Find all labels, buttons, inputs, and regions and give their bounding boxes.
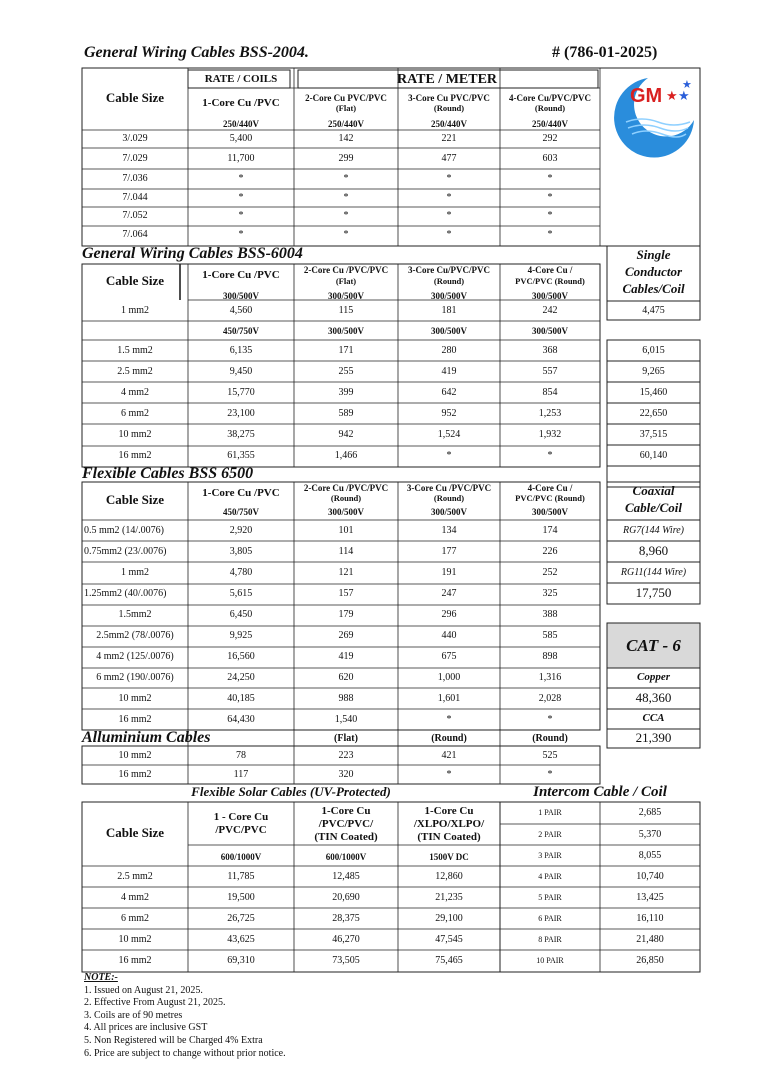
price-cell: * bbox=[343, 210, 349, 221]
voltage-label: 250/440V bbox=[532, 118, 568, 129]
cat6-price: 48,360 bbox=[635, 690, 672, 706]
price-cell: 15,770 bbox=[227, 387, 255, 398]
cat6-title: CAT - 6 bbox=[626, 635, 681, 655]
section-title-flexible-cables: Flexible Cables BSS 6500 bbox=[82, 465, 254, 482]
voltage-label: 450/750V bbox=[223, 506, 259, 517]
price-cell: 2,920 bbox=[229, 525, 253, 536]
intercom-price: 8,055 bbox=[638, 849, 662, 861]
col-header: 3-Core Cu/PVC/PVC bbox=[407, 264, 491, 275]
price-cell: 223 bbox=[338, 750, 354, 761]
cable-size-cell: 16 mm2 bbox=[118, 714, 152, 725]
intercom-price: 26,850 bbox=[636, 955, 664, 966]
price-cell: 585 bbox=[542, 630, 558, 641]
col-header: (Round) bbox=[431, 733, 467, 744]
price-cell: 557 bbox=[542, 366, 558, 377]
cable-size-cell: 4 mm2 bbox=[120, 387, 150, 398]
col-header: 1-Core Cu /PVC bbox=[202, 97, 280, 110]
note-item: 2. Effective From August 21, 2025. bbox=[84, 997, 226, 1009]
price-cell: 299 bbox=[338, 153, 354, 164]
cable-size-cell: 16 mm2 bbox=[118, 769, 152, 780]
price-cell: 280 bbox=[441, 345, 457, 356]
svg-text:★: ★ bbox=[682, 79, 692, 91]
cable-size-cell: 10 mm2 bbox=[118, 429, 152, 440]
price-cell: 19,500 bbox=[227, 892, 255, 903]
price-cell: 269 bbox=[338, 630, 354, 641]
price-cell: 1,932 bbox=[538, 429, 562, 440]
price-cell: * bbox=[547, 173, 553, 184]
section-title-alluminium-cables: Alluminium Cables bbox=[82, 729, 211, 746]
price-cell: 142 bbox=[338, 133, 354, 144]
price-cell: 78 bbox=[236, 750, 246, 761]
price-cell: 388 bbox=[542, 609, 558, 620]
note-item: 6. Price are subject to change without prior notice. bbox=[84, 1047, 286, 1059]
price-cell: 171 bbox=[338, 345, 354, 356]
price-cell: 181 bbox=[441, 305, 457, 316]
voltage-label: 300/500V bbox=[431, 290, 467, 301]
intercom-pair: 1 PAIR bbox=[538, 808, 562, 818]
price-cell: 3,805 bbox=[229, 546, 253, 557]
price-cell: 642 bbox=[441, 387, 457, 398]
col-header: (Round) bbox=[532, 733, 568, 744]
note-item: 1. Issued on August 21, 2025. bbox=[84, 984, 203, 996]
price-cell: 20,690 bbox=[332, 892, 360, 903]
cable-size-cell: 7/.029 bbox=[122, 153, 148, 164]
notes-section bbox=[84, 972, 286, 1060]
price-cell: 43,625 bbox=[227, 934, 255, 945]
price-cell: 854 bbox=[542, 387, 558, 398]
price-cell: 69,310 bbox=[227, 955, 255, 966]
voltage-label: 300/500V bbox=[532, 506, 568, 517]
price-cell: 898 bbox=[542, 651, 558, 662]
voltage-label: 300/500V bbox=[223, 290, 259, 301]
price-cell: * bbox=[238, 173, 244, 184]
voltage-label: 600/1000V bbox=[325, 851, 367, 862]
voltage-label: 300/500V bbox=[328, 325, 364, 336]
col-subheader: (Round) bbox=[433, 492, 465, 503]
price-cell: * bbox=[238, 210, 244, 221]
price-cell: 9,925 bbox=[229, 630, 253, 641]
document-reference: # (786-01-2025) bbox=[552, 44, 658, 61]
price-cell: 157 bbox=[338, 588, 354, 599]
cable-size-cell: 10 mm2 bbox=[118, 693, 152, 704]
col-header: /PVC/PVC bbox=[215, 824, 267, 837]
note-item: 5. Non Registered will be Charged 4% Extra bbox=[84, 1034, 263, 1046]
price-cell: 242 bbox=[542, 305, 558, 316]
col-header: 1-Core Cu /PVC bbox=[202, 487, 280, 500]
cable-size-cell: 1.25mm2 (40/.0076) bbox=[84, 588, 167, 599]
price-cell: 292 bbox=[542, 133, 558, 144]
price-cell: 419 bbox=[338, 651, 354, 662]
col-header: 1-Core Cu bbox=[321, 805, 371, 818]
price-cell: 589 bbox=[338, 408, 354, 419]
price-cell: 4,560 bbox=[229, 305, 253, 316]
col-header: /PVC/PVC/ bbox=[318, 818, 374, 831]
price-cell: 942 bbox=[338, 429, 354, 440]
price-cell: 46,270 bbox=[332, 934, 360, 945]
cable-size-cell: 10 mm2 bbox=[118, 934, 152, 945]
cat6-price: 21,390 bbox=[635, 730, 672, 746]
price-cell: 247 bbox=[441, 588, 457, 599]
intercom-price: 10,740 bbox=[636, 870, 664, 882]
cable-size-cell: 7/.044 bbox=[122, 192, 148, 203]
voltage-label: 600/1000V bbox=[220, 851, 262, 862]
col-header: 1-Core Cu bbox=[424, 805, 474, 818]
price-cell: 75,465 bbox=[435, 955, 463, 966]
price-cell: 117 bbox=[233, 769, 249, 780]
col-header: 4-Core Cu / bbox=[527, 264, 573, 275]
intercom-price: 16,110 bbox=[636, 912, 664, 924]
price-cell: * bbox=[446, 229, 452, 240]
cable-size-header: Cable Size bbox=[105, 492, 165, 508]
price-cell: 296 bbox=[441, 609, 457, 620]
price-cell: 179 bbox=[338, 609, 354, 620]
price-cell: 47,545 bbox=[435, 934, 463, 945]
price-cell: 1,601 bbox=[437, 693, 461, 704]
price-cell: 325 bbox=[542, 588, 558, 599]
coil-price-cell: 6,015 bbox=[642, 345, 665, 356]
price-cell: * bbox=[547, 192, 553, 203]
price-cell: 675 bbox=[441, 651, 457, 662]
single-conductor-title: Cables/Coil bbox=[622, 281, 685, 297]
col-subheader: PVC/PVC (Round) bbox=[515, 492, 585, 503]
price-cell: * bbox=[446, 769, 452, 780]
price-cell: 1,000 bbox=[437, 672, 461, 683]
cable-size-cell: 6 mm2 bbox=[120, 408, 150, 419]
price-cell: 16,560 bbox=[227, 651, 255, 662]
col-subheader: (Flat) bbox=[335, 275, 357, 286]
price-cell: 29,100 bbox=[435, 913, 463, 924]
intercom-pair: 10 PAIR bbox=[536, 956, 564, 966]
price-cell: * bbox=[343, 192, 349, 203]
col-header: /XLPO/XLPO/ bbox=[413, 818, 485, 831]
section-title-solar-cables: Flexible Solar Cables (UV-Protected) bbox=[191, 784, 391, 800]
intercom-pair: 8 PAIR bbox=[538, 934, 562, 944]
price-cell: 64,430 bbox=[227, 714, 255, 725]
price-cell: * bbox=[343, 229, 349, 240]
price-cell: 603 bbox=[542, 153, 558, 164]
price-cell: * bbox=[547, 210, 553, 221]
cable-size-cell: 2.5 mm2 bbox=[117, 871, 153, 882]
voltage-label: 300/500V bbox=[328, 290, 364, 301]
cable-size-header: Cable Size bbox=[105, 825, 165, 841]
price-cell: 952 bbox=[441, 408, 457, 419]
col-header: 2-Core Cu PVC/PVC bbox=[305, 92, 387, 103]
price-cell: 440 bbox=[441, 630, 457, 641]
gm-logo-icon bbox=[608, 70, 702, 162]
coaxial-title: Cable/Coil bbox=[624, 500, 683, 516]
cable-size-cell: 16 mm2 bbox=[118, 955, 152, 966]
cable-size-cell: 1.5 mm2 bbox=[117, 345, 153, 356]
cable-size-cell: 7/.052 bbox=[122, 210, 148, 221]
intercom-pair: 2 PAIR bbox=[538, 829, 562, 839]
cable-size-cell: 2.5 mm2 bbox=[117, 366, 153, 377]
price-cell: 23,100 bbox=[227, 408, 255, 419]
svg-text:★: ★ bbox=[678, 88, 690, 103]
cable-size-cell: 3/.029 bbox=[122, 133, 148, 144]
voltage-label: 300/500V bbox=[532, 290, 568, 301]
col-header: (TIN Coated) bbox=[417, 831, 481, 844]
cable-size-cell: 0.5 mm2 (14/.0076) bbox=[84, 525, 164, 536]
price-cell: * bbox=[446, 210, 452, 221]
cable-size-cell: 2.5mm2 (78/.0076) bbox=[96, 630, 174, 641]
price-cell: * bbox=[547, 714, 553, 725]
price-cell: 252 bbox=[542, 567, 558, 578]
coil-price-cell: 9,265 bbox=[642, 366, 665, 377]
price-cell: 421 bbox=[441, 750, 457, 761]
intercom-price: 21,480 bbox=[636, 933, 664, 945]
coil-price-cell: 4,475 bbox=[642, 305, 665, 316]
price-cell: 40,185 bbox=[227, 693, 255, 704]
col-subheader: (Round) bbox=[330, 492, 362, 503]
cable-size-cell: 16 mm2 bbox=[118, 450, 152, 461]
voltage-label: 250/440V bbox=[431, 118, 467, 129]
price-cell: 5,400 bbox=[229, 133, 253, 144]
price-cell: 320 bbox=[338, 769, 354, 780]
price-cell: * bbox=[446, 714, 452, 725]
cable-size-cell: 10 mm2 bbox=[118, 750, 152, 761]
price-cell: * bbox=[343, 173, 349, 184]
cat6-type: Copper bbox=[637, 671, 670, 684]
price-cell: 399 bbox=[338, 387, 354, 398]
col-subheader: (Round) bbox=[534, 102, 566, 113]
col-subheader: (Round) bbox=[433, 102, 465, 113]
price-cell: 2,028 bbox=[538, 693, 562, 704]
price-cell: 1,524 bbox=[437, 429, 461, 440]
logo-text: GM bbox=[630, 85, 663, 107]
price-cell: 121 bbox=[338, 567, 354, 578]
price-cell: * bbox=[446, 450, 452, 461]
price-cell: 11,700 bbox=[227, 153, 255, 164]
intercom-price: 2,685 bbox=[638, 807, 662, 818]
price-cell: 9,450 bbox=[229, 366, 253, 377]
intercom-title: Intercom Cable / Coil bbox=[533, 784, 667, 800]
coil-price-cell: 37,515 bbox=[639, 429, 668, 440]
price-cell: 115 bbox=[338, 305, 354, 316]
price-cell: 12,485 bbox=[332, 871, 360, 882]
col-header: 1-Core Cu /PVC bbox=[202, 269, 280, 282]
col-subheader: (Round) bbox=[433, 275, 465, 286]
voltage-label: 450/750V bbox=[223, 325, 259, 336]
svg-text:★: ★ bbox=[666, 88, 678, 103]
price-cell: 114 bbox=[338, 546, 354, 557]
cable-size-cell: 0.75mm2 (23/.0076) bbox=[84, 546, 167, 557]
price-cell: 174 bbox=[542, 525, 558, 536]
price-cell: 24,250 bbox=[227, 672, 255, 683]
price-cell: 1,316 bbox=[538, 672, 562, 683]
coaxial-type: RG11(144 Wire) bbox=[620, 567, 687, 578]
cable-size-cell: 6 mm2 (190/.0076) bbox=[96, 672, 174, 683]
voltage-label: 1500V DC bbox=[429, 851, 469, 862]
voltage-label: 250/440V bbox=[223, 118, 259, 129]
intercom-pair: 5 PAIR bbox=[538, 892, 562, 902]
cable-size-cell: 7/.036 bbox=[122, 173, 148, 184]
col-header: 3-Core Cu /PVC/PVC bbox=[406, 482, 492, 493]
price-cell: 6,450 bbox=[229, 609, 253, 620]
cat6-type: CCA bbox=[642, 712, 665, 725]
price-cell: * bbox=[547, 229, 553, 240]
cable-size-header: Cable Size bbox=[105, 90, 165, 106]
cable-size-cell: 1.5mm2 bbox=[118, 609, 152, 620]
price-cell: 61,355 bbox=[227, 450, 255, 461]
intercom-pair: 4 PAIR bbox=[538, 871, 562, 881]
price-cell: * bbox=[547, 769, 553, 780]
intercom-pair: 6 PAIR bbox=[538, 913, 562, 923]
price-cell: 226 bbox=[542, 546, 558, 557]
price-cell: * bbox=[238, 229, 244, 240]
price-cell: * bbox=[238, 192, 244, 203]
col-header: 2-Core Cu /PVC/PVC bbox=[303, 482, 389, 493]
price-cell: 6,135 bbox=[229, 345, 253, 356]
col-header: 1 - Core Cu bbox=[213, 811, 269, 824]
coaxial-type: RG7(144 Wire) bbox=[622, 525, 684, 536]
cable-size-cell: 7/.064 bbox=[122, 229, 148, 240]
single-conductor-title: Single bbox=[636, 247, 671, 263]
price-cell: 620 bbox=[338, 672, 354, 683]
price-cell: * bbox=[446, 173, 452, 184]
price-cell: 12,860 bbox=[435, 871, 463, 882]
col-header: 4-Core Cu / bbox=[527, 482, 573, 493]
voltage-label: 250/440V bbox=[328, 118, 364, 129]
note-item: 3. Coils are of 90 metres bbox=[84, 1009, 183, 1021]
intercom-pair: 3 PAIR bbox=[538, 850, 562, 860]
price-cell: 5,615 bbox=[229, 588, 253, 599]
col-subheader: (Flat) bbox=[335, 102, 357, 113]
voltage-label: 300/500V bbox=[431, 325, 467, 336]
col-subheader: PVC/PVC (Round) bbox=[515, 275, 585, 286]
col-header: 2-Core Cu /PVC/PVC bbox=[303, 264, 389, 275]
price-cell: * bbox=[446, 192, 452, 203]
coaxial-price: 17,750 bbox=[635, 585, 672, 601]
price-cell: 1,253 bbox=[538, 408, 562, 419]
price-cell: 21,235 bbox=[435, 892, 463, 903]
price-cell: 26,725 bbox=[227, 913, 255, 924]
price-cell: 525 bbox=[542, 750, 558, 761]
price-cell: 477 bbox=[441, 153, 457, 164]
coil-price-cell: 15,460 bbox=[639, 387, 668, 398]
coaxial-title: Coaxial bbox=[632, 483, 675, 499]
col-header: 4-Core Cu/PVC/PVC bbox=[508, 92, 592, 103]
price-cell: 38,275 bbox=[227, 429, 255, 440]
price-cell: 177 bbox=[441, 546, 457, 557]
note-item: 4. All prices are inclusive GST bbox=[84, 1022, 208, 1034]
rate-meter-header: RATE / METER bbox=[396, 71, 498, 87]
cable-size-cell: 6 mm2 bbox=[120, 913, 150, 924]
cable-size-cell: 1 mm2 bbox=[120, 305, 150, 316]
coaxial-price: 8,960 bbox=[638, 543, 669, 559]
price-cell: 28,375 bbox=[332, 913, 360, 924]
price-cell: 1,466 bbox=[334, 450, 358, 461]
cable-size-cell: 4 mm2 (125/.0076) bbox=[96, 651, 174, 662]
coil-price-cell: 60,140 bbox=[639, 450, 668, 461]
rate-coils-header: RATE / COILS bbox=[204, 73, 278, 86]
price-cell: 73,505 bbox=[332, 955, 360, 966]
voltage-label: 300/500V bbox=[328, 506, 364, 517]
price-cell: 1,540 bbox=[334, 714, 358, 725]
cable-size-header: Cable Size bbox=[105, 273, 165, 289]
price-cell: 221 bbox=[441, 133, 457, 144]
document-title: General Wiring Cables BSS-2004. bbox=[84, 44, 309, 61]
price-cell: 255 bbox=[338, 366, 354, 377]
notes-heading: NOTE:- bbox=[84, 972, 118, 983]
intercom-price: 5,370 bbox=[638, 828, 662, 840]
price-cell: 419 bbox=[441, 366, 457, 377]
intercom-price: 13,425 bbox=[636, 891, 664, 903]
col-header: (TIN Coated) bbox=[314, 831, 378, 844]
price-cell: 368 bbox=[542, 345, 558, 356]
price-cell: 11,785 bbox=[227, 871, 255, 882]
price-cell: 988 bbox=[338, 693, 354, 704]
price-cell: 101 bbox=[338, 525, 354, 536]
col-header: 3-Core Cu PVC/PVC bbox=[408, 92, 490, 103]
price-cell: * bbox=[547, 450, 553, 461]
cable-size-cell: 1 mm2 bbox=[120, 567, 150, 578]
voltage-label: 300/500V bbox=[532, 325, 568, 336]
price-cell: 134 bbox=[441, 525, 457, 536]
voltage-label: 300/500V bbox=[431, 506, 467, 517]
cable-size-cell: 4 mm2 bbox=[120, 892, 150, 903]
single-conductor-title: Conductor bbox=[624, 264, 683, 280]
col-header: (Flat) bbox=[334, 733, 358, 744]
coil-price-cell: 22,650 bbox=[639, 408, 668, 419]
price-cell: 4,780 bbox=[229, 567, 253, 578]
section-title-bss-6004: General Wiring Cables BSS-6004 bbox=[82, 245, 303, 262]
price-cell: 191 bbox=[441, 567, 457, 578]
